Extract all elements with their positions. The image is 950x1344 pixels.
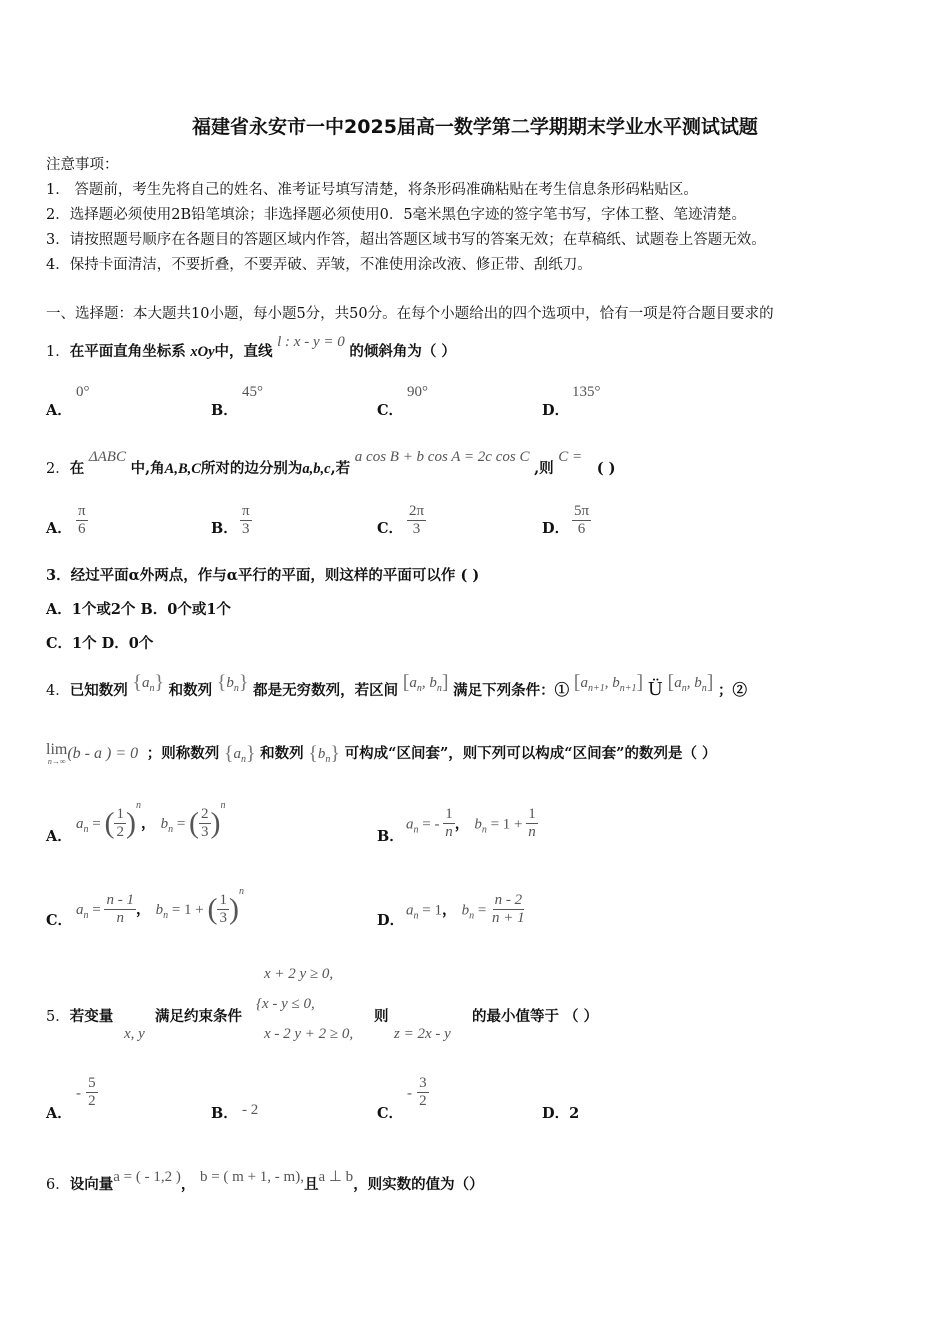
q5-text-4: 的最小值等于 （ ） <box>472 1008 599 1025</box>
q2-text-mid1: 中,角 <box>130 460 165 477</box>
q1-option-b-label: B． <box>211 402 238 419</box>
q6-text-2: 且 <box>303 1176 319 1193</box>
q4-text-4: 满足下列条件：① <box>453 682 570 699</box>
q5-option-d: D．2 <box>542 1105 580 1122</box>
q4-number: 4． <box>46 683 70 699</box>
q6-sep: ， <box>180 1176 196 1193</box>
q5-a-den: 2 <box>88 1093 96 1110</box>
q2-d-den: 6 <box>577 521 586 538</box>
q5-number: 5． <box>46 1009 70 1025</box>
q5-constraint-1: x + 2 y ≥ 0, <box>264 966 334 982</box>
q2-a-den: 6 <box>78 521 86 538</box>
q4-text-7: 和数列 <box>260 745 304 762</box>
q4-text-2: 和数列 <box>168 682 213 699</box>
q5-constraint-2: {x - y ≤ 0, <box>256 996 315 1012</box>
q3-options-row-2: C．1个 D．0个 <box>46 635 154 652</box>
q4-option-d: $a_n = 1$， $b_n$ = $\frac{n - 2}{n + 1}$ <box>406 892 525 927</box>
q5-objective: z = 2x - y <box>394 1026 451 1042</box>
q5-option-b-label: B． <box>211 1105 238 1122</box>
q5-c-den: 2 <box>419 1093 427 1110</box>
q1-xoy: xOy <box>190 344 215 360</box>
q4-option-c-label: C． <box>46 912 73 929</box>
q2-text-mid3: ,若 <box>330 460 351 477</box>
question-4 <box>46 671 747 703</box>
q4-option-a: $a_n$ = ( $\frac{1}{2}$ )$^n$， $b_n$ = ( $\frac{2}{3}$ )$^n$ <box>76 800 226 840</box>
q4-seq-b: $\{b_n\}$ <box>216 671 249 694</box>
q2-option-d-label: D． <box>542 520 570 537</box>
q2-text-mid4: ,则 <box>534 460 554 477</box>
q1-option-a-label: A． <box>46 402 72 419</box>
q5-option-a <box>76 1075 98 1111</box>
q4-lim-sub: n→∞ <box>47 757 66 766</box>
q4-subset-symbol: Ü <box>647 679 663 700</box>
q6-text-1: 设向量 <box>69 1176 114 1193</box>
question-1 <box>46 334 456 361</box>
q5-constraint-3: x - 2 y + 2 ≥ 0, <box>264 1026 354 1042</box>
q2-number: 2． <box>46 461 70 477</box>
page-title: 福建省永安市一中2025届高一数学第二学期期末学业水平测试试题 <box>192 116 758 138</box>
q1-option-c-label: C． <box>377 402 404 419</box>
q5-c-sign: - <box>407 1085 412 1102</box>
q5-text-2: 满足约束条件 <box>155 1008 242 1025</box>
question-2 <box>46 449 616 478</box>
q1-option-b: 45° <box>242 384 263 400</box>
q4-seq-a: $\{a_n\}$ <box>132 671 165 694</box>
note-item-2: 2．选择题必须使用2B铅笔填涂；非选择题必须使用0．5毫米黑色字迹的签字笔书写，字体工整、笔迹清楚。 <box>46 207 747 223</box>
q4-option-d-label: D． <box>377 912 405 929</box>
q4-option-b-label: B． <box>377 828 404 845</box>
q4-text-8: 可构成“区间套”，则下列可以构成“区间套”的数列是（ ） <box>344 745 717 762</box>
q5-option-b: - 2 <box>242 1102 259 1118</box>
q4-text-3: 都是无穷数列，若区间 <box>253 682 399 699</box>
q4-text-6: ；则称数列 <box>146 745 220 762</box>
q3-options-row-1: A．1个或2个 B．0个或1个 <box>46 601 231 618</box>
note-item-4: 4．保持卡面清洁，不要折叠，不要弄破、弄皱，不准使用涂改液、修正带、刮纸刀。 <box>46 257 592 273</box>
question-3: 3．经过平面α外两点，作与α平行的平面，则这样的平面可以作 ( ) <box>46 567 480 584</box>
q5-a-num: 5 <box>86 1075 98 1093</box>
q4-text-5: ；② <box>717 682 747 699</box>
q2-triangle: ΔABC <box>88 449 126 465</box>
q1-option-c: 90° <box>407 384 428 400</box>
q6-text-3: ，则实数的值为（） <box>353 1176 484 1193</box>
note-item-1: 1． 答题前，考生先将自己的姓名、准考证号填写清楚，将条形码准确粘贴在考生信息条形码粘贴区。 <box>46 182 698 198</box>
q2-b-den: 3 <box>242 521 250 538</box>
q4-seq-a-symbol: a <box>141 675 150 691</box>
q2-text-mid2: 所对的边分别为 <box>200 460 303 477</box>
section-heading: 一、选择题：本大题共10小题，每小题5分，共50分。在每个小题给出的四个选项中，恰有一项是符合题目要求的 <box>46 306 774 322</box>
q2-option-a-label: A． <box>46 520 72 537</box>
q4-interval-current: [$a_n$, $b_n$] <box>667 671 714 694</box>
q4-interval: [$a_n$, $b_n$] <box>402 671 449 694</box>
q4-text-1: 已知数列 <box>69 682 128 699</box>
q1-text-pre: 在平面直角坐标系 <box>69 343 186 360</box>
q5-text-3: 则 <box>374 1008 389 1025</box>
q1-text-post: 的倾斜角为（ ） <box>349 343 456 360</box>
q1-option-d-label: D． <box>542 402 570 419</box>
q4-seq-b-2: $\{b_n\}$ <box>308 742 340 765</box>
q2-option-b-label: B． <box>211 520 238 537</box>
notes-heading: 注意事项： <box>46 157 119 173</box>
q2-text-post: ( ) <box>596 460 616 477</box>
q2-option-a <box>76 503 88 539</box>
q4-seq-b-symbol: b <box>226 675 234 691</box>
q4-interval-next: [$a_{n+1}$, $b_{n+1}$] <box>573 671 644 694</box>
q1-number: 1． <box>46 344 70 360</box>
q2-angles: A,B,C <box>164 461 201 477</box>
q6-number: 6． <box>46 1177 70 1193</box>
q2-sides: a,b,c <box>302 461 331 477</box>
q5-text-1: 若变量 <box>69 1008 114 1025</box>
q1-option-a: 0° <box>76 384 90 400</box>
q4-lim-word: lim <box>46 741 68 758</box>
q2-c-num: 2π <box>407 503 426 521</box>
q2-b-num: π <box>240 503 252 521</box>
q5-a-sign: - <box>76 1085 81 1102</box>
q6-vector-b: b = ( m + 1, - m), <box>199 1169 304 1185</box>
q2-d-num: 5π <box>572 503 591 521</box>
q2-text-pre: 在 <box>69 460 85 477</box>
q2-a-num: π <box>76 503 88 521</box>
q4-line-2 <box>46 742 717 766</box>
q4-seq-a-2: $\{a_n\}$ <box>223 742 256 765</box>
q5-option-c-label: C． <box>377 1105 404 1122</box>
q2-equation: a cos B + b cos A = 2c cos C <box>354 449 530 465</box>
q2-option-d <box>572 503 591 539</box>
q4-limit-expr: (b - a ) = 0 <box>67 745 139 762</box>
question-5 <box>46 1005 113 1026</box>
q1-line-equation: l : x - y = 0 <box>277 334 345 350</box>
q1-text-mid: 中，直线 <box>214 343 273 360</box>
q6-vector-a: a = ( - 1,2 ) <box>113 1169 181 1185</box>
q2-option-c-label: C． <box>377 520 404 537</box>
q4-option-a-label: A． <box>46 828 72 845</box>
question-6 <box>46 1169 484 1194</box>
q1-option-d: 135° <box>572 384 601 400</box>
q6-perp: a ⊥ b <box>318 1169 354 1185</box>
q4-option-c: $a_n$ = $\frac{n - 1}{n}$ ， $b_n = 1$ + ( $\frac{1}{3}$ )$^n$ <box>76 886 244 926</box>
note-item-3: 3．请按照题号顺序在各题目的答题区域内作答，超出答题区域书写的答案无效；在草稿纸、试题卷上答题无效。 <box>46 232 766 248</box>
q5-option-c <box>407 1075 429 1111</box>
q5-variables: x, y <box>124 1026 145 1042</box>
q2-option-c <box>407 503 426 539</box>
q4-limit <box>46 742 67 766</box>
q2-c-equals: C = <box>558 449 583 465</box>
q4-option-b: $a_n$ = - $\frac{1}{n}$ ， $b_n = 1$ + $\frac{1}{n}$ <box>406 806 536 841</box>
q2-c-den: 3 <box>412 521 421 538</box>
q5-option-a-label: A． <box>46 1105 72 1122</box>
q2-option-b <box>240 503 252 539</box>
q5-c-num: 3 <box>417 1075 429 1093</box>
